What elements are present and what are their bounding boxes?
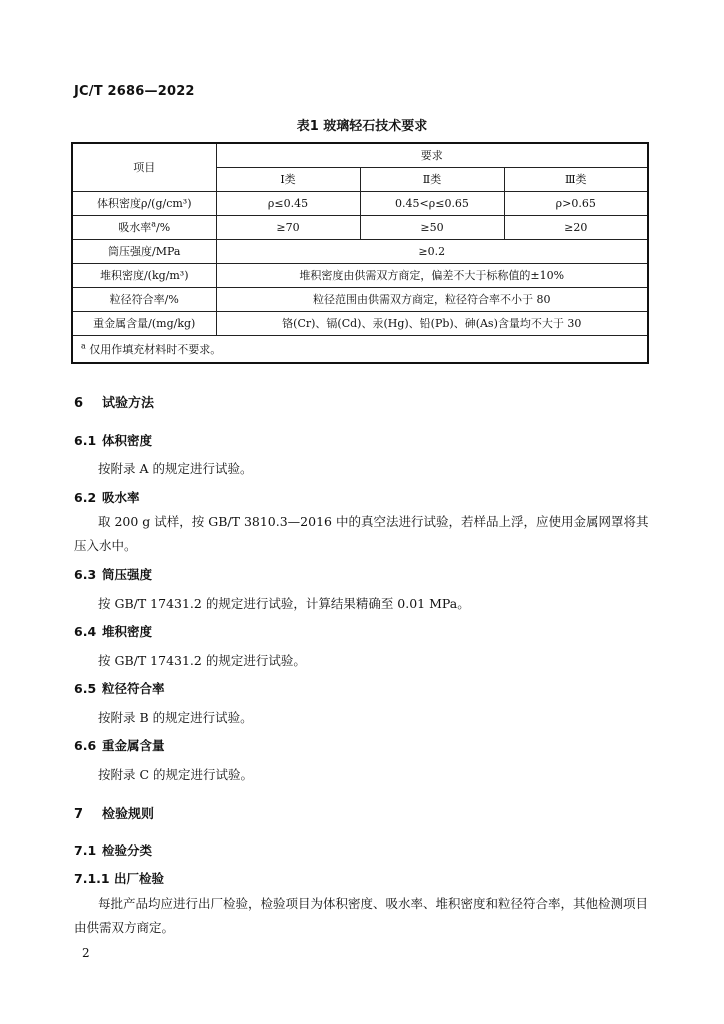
section-6-1-body: 按附录 A 的规定进行试验。 (98, 461, 253, 476)
water-class-2: ≥50 (360, 216, 504, 240)
header-class-2: Ⅱ类 (360, 168, 504, 192)
table-note-row (72, 336, 648, 364)
section-6-2-heading: 6.2 吸水率 (74, 490, 140, 505)
row-label-density: 体积密度ρ/(g/cm³) (72, 192, 216, 216)
table-header-row (72, 143, 648, 168)
table-title: 表1 玻璃轻石技术要求 (296, 119, 428, 134)
standard-code: JC/T 2686—2022 (74, 84, 195, 99)
section-6-4-heading: 6.4 堆积密度 (74, 624, 153, 639)
water-label-unit: /% (156, 221, 171, 234)
section-7-heading: 7 检验规则 (74, 807, 155, 822)
section-6-4-body: 按 GB/T 17431.2 的规定进行试验。 (98, 653, 306, 668)
density-class-1: ρ≤0.45 (216, 192, 360, 216)
header-class-1: Ⅰ类 (216, 168, 360, 192)
section-7-1-1-heading: 7.1.1 出厂检验 (74, 871, 165, 886)
section-6-6-heading: 6.6 重金属含量 (74, 738, 165, 753)
table-row (72, 240, 648, 264)
technical-requirements-table (71, 142, 649, 364)
row-label-grading: 粒径符合率/% (72, 288, 216, 312)
header-item: 项目 (72, 143, 216, 192)
section-6-1-heading: 6.1 体积密度 (74, 433, 153, 448)
section-7-1-1-body: 每批产品均应进行出厂检验，检验项目为体积密度、吸水率、堆积密度和粒径符合率，其他检测项目由供需双方商定。 (74, 896, 649, 935)
water-class-1: ≥70 (216, 216, 360, 240)
strength-value: ≥0.2 (216, 240, 648, 264)
section-6-3-heading: 6.3 筒压强度 (74, 567, 153, 582)
bulk-density-value: 堆积密度由供需双方商定，偏差不大于标称值的±10% (216, 264, 648, 288)
grading-value: 粒径范围由供需双方商定，粒径符合率不小于 80 (216, 288, 648, 312)
section-7-1-heading: 7.1 检验分类 (74, 843, 153, 858)
section-6-5-heading: 6.5 粒径符合率 (74, 681, 165, 696)
row-label-bulk-density: 堆积密度/(kg/m³) (72, 264, 216, 288)
density-class-3: ρ>0.65 (504, 192, 648, 216)
footnote-text: 仅用作填充材料时不要求。 (89, 342, 222, 356)
table-row (72, 288, 648, 312)
water-class-3: ≥20 (504, 216, 648, 240)
table-row (72, 312, 648, 336)
page-number: 2 (82, 946, 90, 960)
footnote-mark: a (81, 340, 86, 350)
section-6-3-body: 按 GB/T 17431.2 的规定进行试验，计算结果精确至 0.01 MPa。 (98, 596, 470, 611)
row-label-water-absorption (72, 216, 216, 240)
section-6-6-body: 按附录 C 的规定进行试验。 (98, 767, 254, 782)
water-label-footnote-mark: a (151, 219, 157, 229)
section-6-heading: 6 试验方法 (74, 396, 155, 411)
table-row (72, 216, 648, 240)
density-class-2: 0.45<ρ≤0.65 (360, 192, 504, 216)
section-6-2-body: 取 200 g 试样，按 GB/T 3810.3—2016 中的真空法进行试验，若样品上浮，应使用金属网罩将其压入水中。 (74, 514, 649, 553)
header-requirement: 要求 (216, 143, 648, 168)
row-label-heavy-metals: 重金属含量/(mg/kg) (72, 312, 216, 336)
header-class-3: Ⅲ类 (504, 168, 648, 192)
heavy-metals-value: 铬(Cr)、镉(Cd)、汞(Hg)、铅(Pb)、砷(As)含量均不大于 30 (216, 312, 648, 336)
section-6-5-body: 按附录 B 的规定进行试验。 (98, 710, 253, 725)
table-footnote (72, 336, 648, 364)
table-row (72, 192, 648, 216)
water-label-main: 吸水率 (118, 221, 152, 234)
row-label-strength: 筒压强度/MPa (72, 240, 216, 264)
table-row (72, 264, 648, 288)
